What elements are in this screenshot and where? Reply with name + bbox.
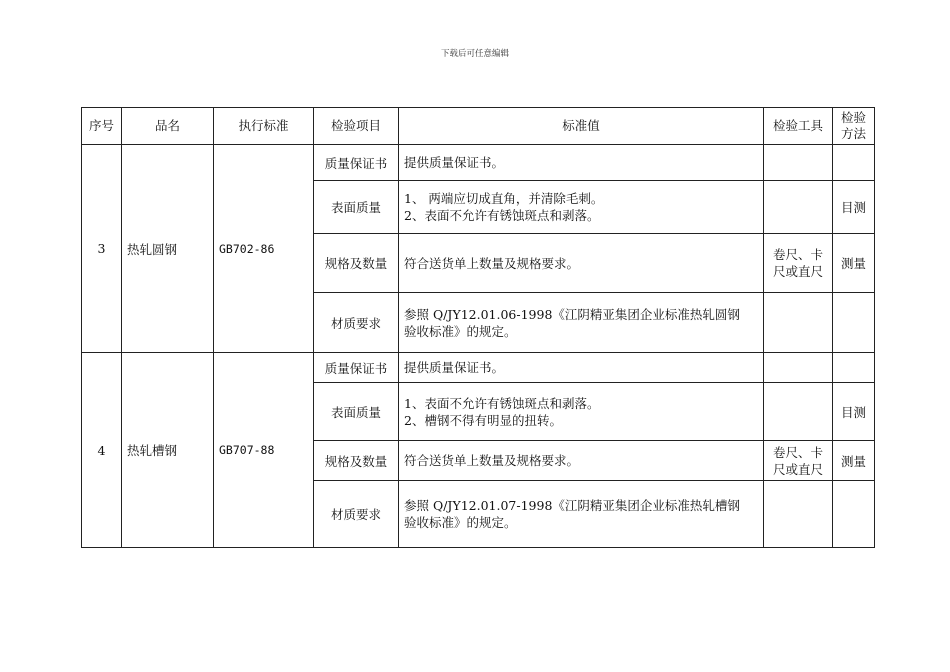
header-standard: 执行标准 bbox=[214, 108, 314, 145]
tool-cell bbox=[764, 481, 833, 548]
value-line: 提供质量保证书。 bbox=[404, 155, 505, 170]
header-value: 标准值 bbox=[399, 108, 764, 145]
value-cell bbox=[399, 145, 764, 181]
tool-cell bbox=[764, 293, 833, 353]
tool-line: 卷尺、卡 bbox=[772, 444, 823, 460]
tool-cell bbox=[764, 181, 833, 234]
page-header-note: 下载后可任意编辑 bbox=[440, 49, 509, 59]
header-seq: 序号 bbox=[82, 108, 122, 145]
item-cell: 材质要求 bbox=[314, 293, 399, 353]
value-cell bbox=[399, 181, 764, 234]
value-line: 2、表面不允许有锈蚀斑点和剥落。 bbox=[404, 208, 600, 223]
tool-cell bbox=[764, 383, 833, 441]
table-header-row bbox=[82, 108, 875, 145]
tool-line: 尺或直尺 bbox=[772, 264, 823, 279]
method-cell: 测量 bbox=[833, 441, 875, 481]
header-method bbox=[833, 108, 875, 145]
value-cell bbox=[399, 441, 764, 481]
item-cell: 质量保证书 bbox=[314, 353, 399, 383]
value-line: 参照 Q/JY12.01.06-1998《江阴精亚集团企业标准热轧圆钢 bbox=[404, 306, 740, 322]
item-cell: 表面质量 bbox=[314, 181, 399, 234]
value-line: 1、 两端应切成直角，并清除毛刺。 bbox=[404, 191, 604, 206]
tool-cell bbox=[764, 441, 833, 481]
tool-line: 尺或直尺 bbox=[772, 461, 823, 477]
method-cell: 测量 bbox=[833, 234, 875, 293]
tool-line: 卷尺、卡 bbox=[772, 247, 823, 262]
value-line: 参照 Q/JY12.01.07-1998《江阴精亚集团企业标准热轧槽钢 bbox=[404, 498, 740, 513]
method-cell bbox=[833, 293, 875, 353]
seq-cell: 3 bbox=[82, 145, 122, 353]
value-cell bbox=[399, 383, 764, 441]
header-name: 品名 bbox=[122, 108, 214, 145]
seq-cell: 4 bbox=[82, 353, 122, 548]
tool-cell bbox=[764, 234, 833, 293]
value-line: 1、表面不允许有锈蚀斑点和剥落。 bbox=[404, 395, 600, 411]
value-line: 2、槽钢不得有明显的扭转。 bbox=[404, 412, 562, 428]
product-name-cell: 热轧槽钢 bbox=[122, 353, 214, 548]
value-line: 验收标准》的规定。 bbox=[404, 323, 517, 339]
inspection-spec-table bbox=[81, 107, 875, 548]
header-tool: 检验工具 bbox=[764, 108, 833, 145]
item-cell: 表面质量 bbox=[314, 383, 399, 441]
item-cell: 材质要求 bbox=[314, 481, 399, 548]
tool-cell bbox=[764, 145, 833, 181]
header-method-line2: 方法 bbox=[840, 126, 866, 141]
value-line: 符合送货单上数量及规格要求。 bbox=[404, 453, 580, 468]
item-cell: 质量保证书 bbox=[314, 145, 399, 181]
method-cell bbox=[833, 145, 875, 181]
method-cell: 目测 bbox=[833, 181, 875, 234]
header-method-line1: 检验 bbox=[840, 110, 866, 125]
value-cell bbox=[399, 234, 764, 293]
tool-cell bbox=[764, 353, 833, 383]
value-line: 提供质量保证书。 bbox=[404, 360, 505, 375]
value-line: 符合送货单上数量及规格要求。 bbox=[404, 255, 580, 271]
method-cell bbox=[833, 481, 875, 548]
table-row bbox=[82, 353, 875, 383]
product-name-cell: 热轧圆钢 bbox=[122, 145, 214, 353]
header-item: 检验项目 bbox=[314, 108, 399, 145]
item-cell: 规格及数量 bbox=[314, 441, 399, 481]
table-row bbox=[82, 145, 875, 181]
value-cell bbox=[399, 293, 764, 353]
value-line: 验收标准》的规定。 bbox=[404, 515, 517, 530]
item-cell: 规格及数量 bbox=[314, 234, 399, 293]
method-cell bbox=[833, 353, 875, 383]
value-cell bbox=[399, 353, 764, 383]
standard-cell: GB702-86 bbox=[214, 145, 314, 353]
value-cell bbox=[399, 481, 764, 548]
method-cell: 目测 bbox=[833, 383, 875, 441]
standard-cell: GB707-88 bbox=[214, 353, 314, 548]
